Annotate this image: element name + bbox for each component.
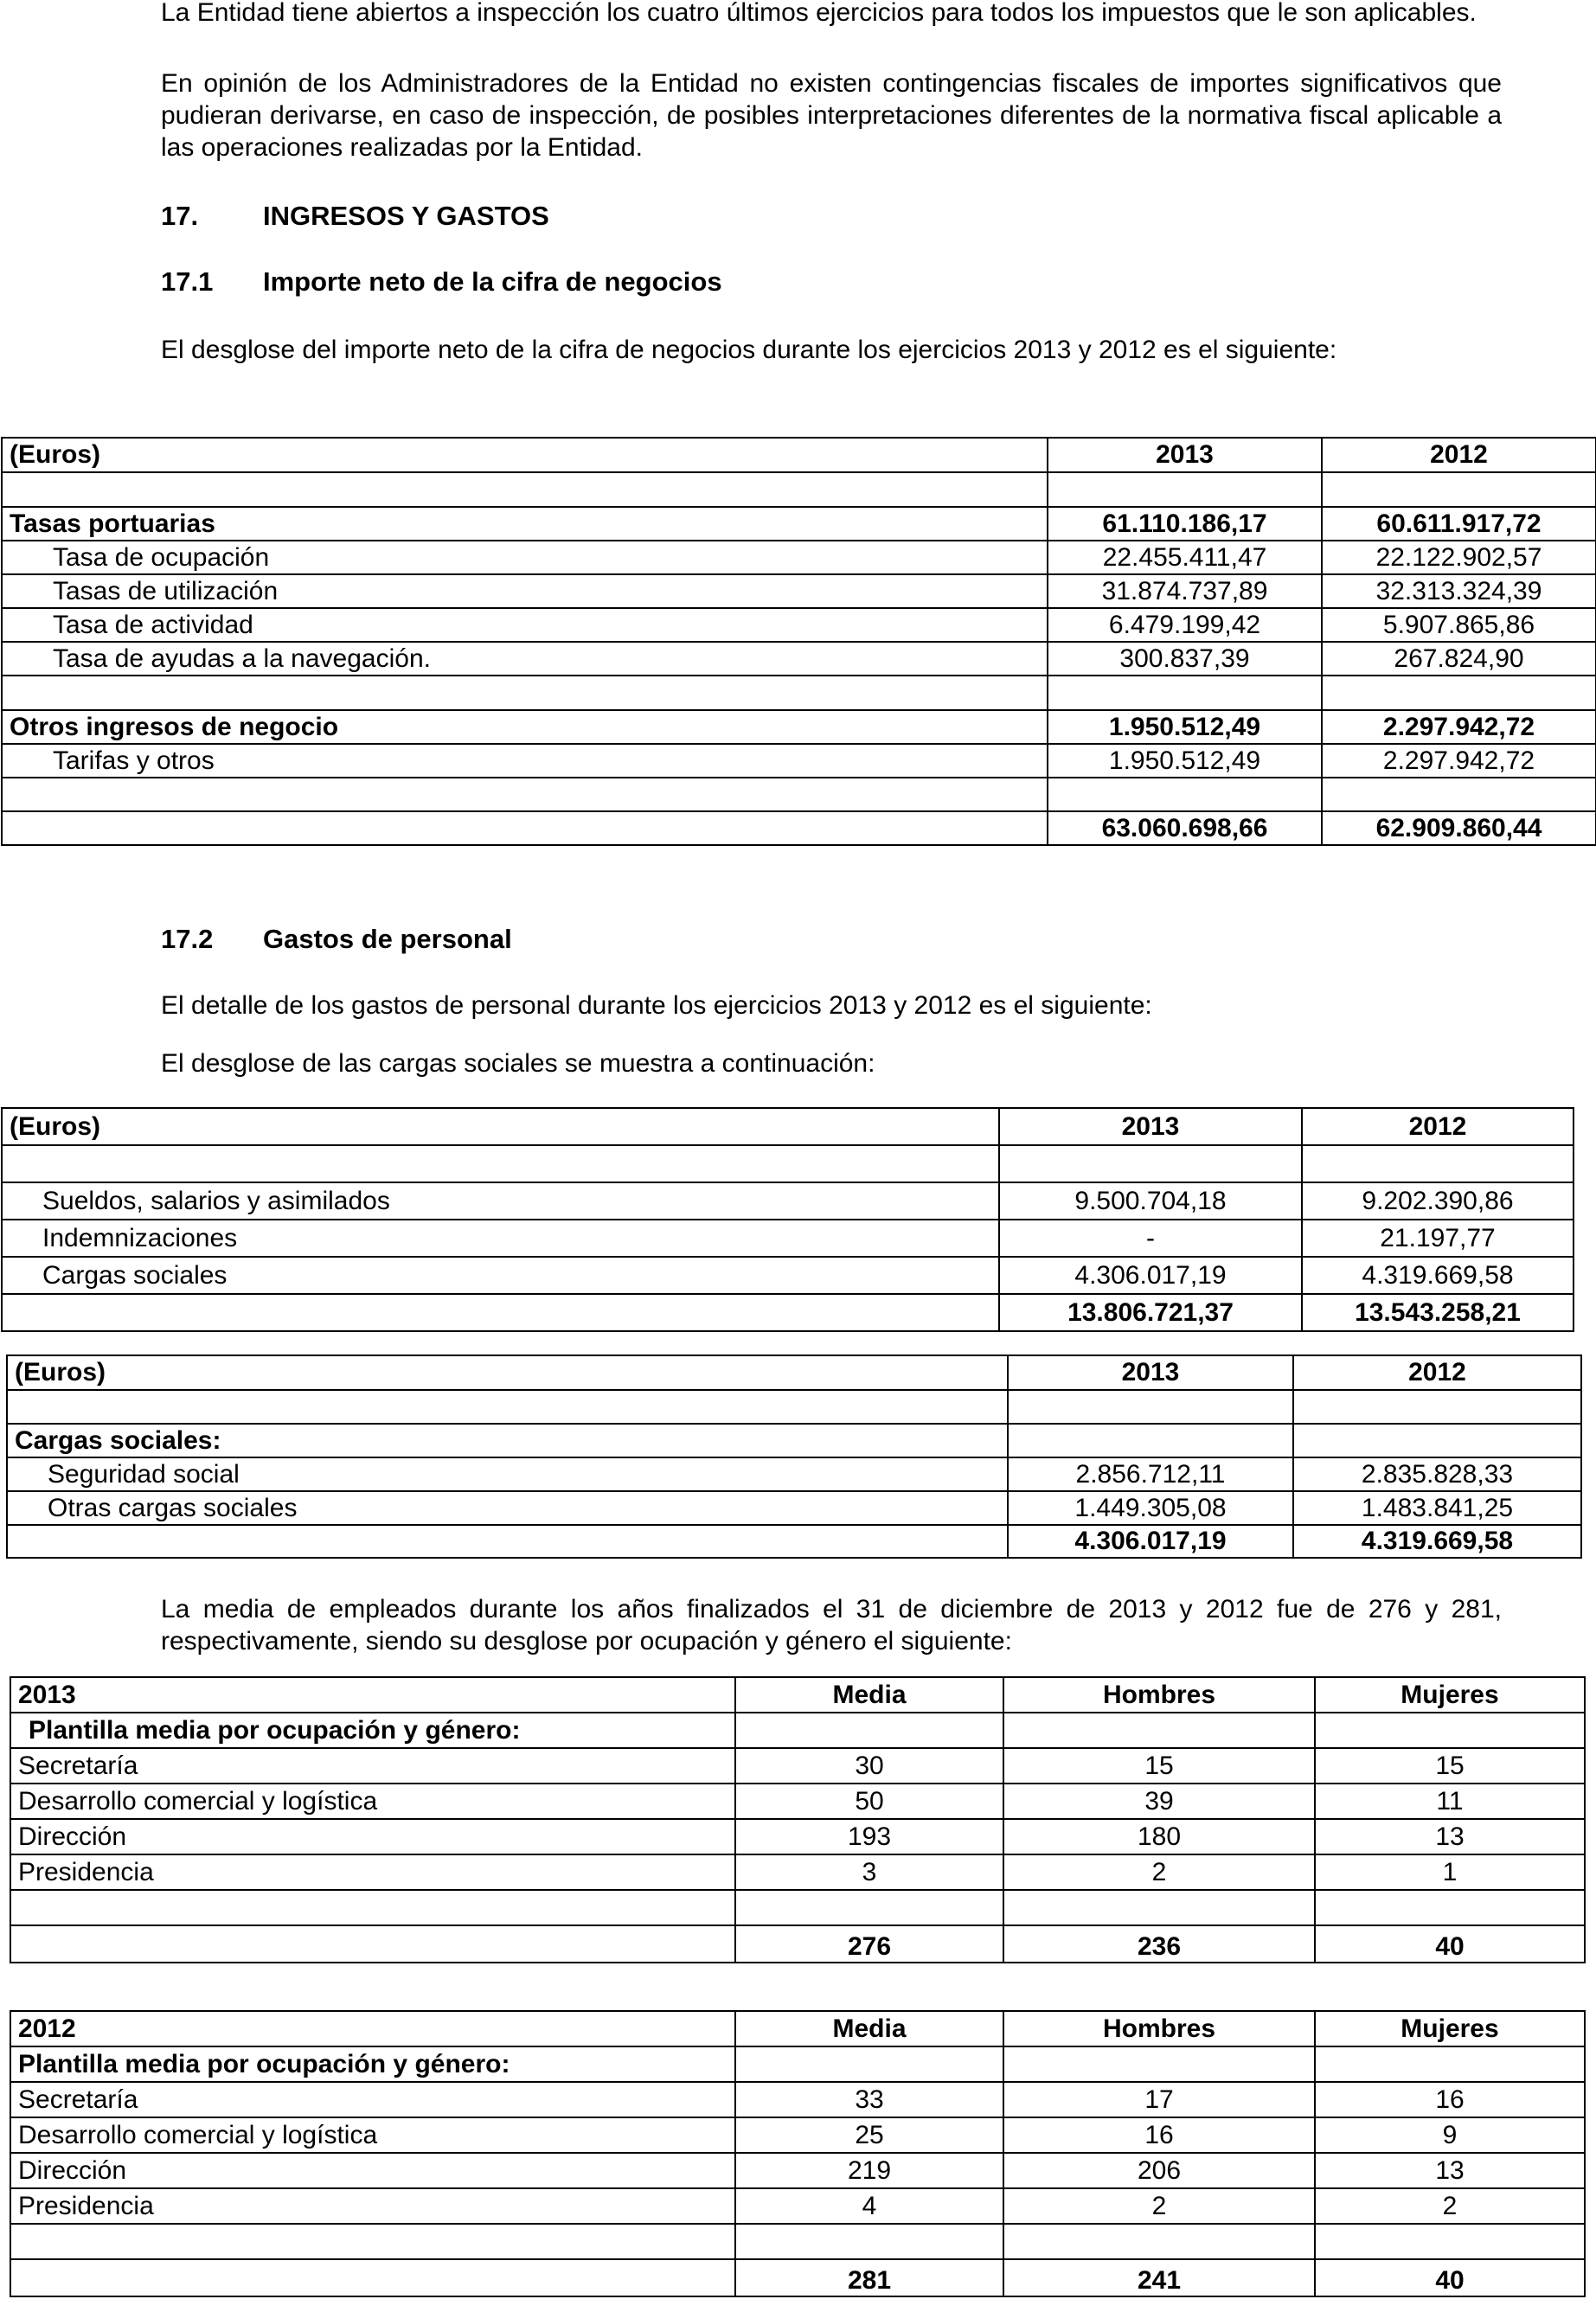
table-total-row	[10, 2259, 1585, 2296]
table-row	[10, 1854, 1585, 1890]
header-cell: 2012	[1293, 1355, 1581, 1390]
section-17-2-heading	[161, 924, 512, 955]
table-row	[7, 1491, 1581, 1525]
table-cell: 267.824,90	[1322, 642, 1596, 676]
table-cell: 276	[735, 1925, 1003, 1963]
table-row	[2, 1257, 1574, 1294]
intro-paragraph-1: La Entidad tiene abiertos a inspección los cuatro últimos ejercicios para todos los impuestos que le son aplicables.	[161, 0, 1477, 27]
table-cell: 63.060.698,66	[1048, 811, 1322, 845]
table-cell: 13.543.258,21	[1302, 1294, 1574, 1331]
table-row	[10, 2224, 1585, 2259]
table-row	[10, 1784, 1585, 1819]
header-cell: (Euros)	[7, 1355, 1008, 1390]
table-cell: 4.319.669,58	[1293, 1525, 1581, 1558]
table-cell	[1008, 1424, 1293, 1457]
table-cell: 15	[1003, 1748, 1315, 1784]
table-subheader-row	[10, 1713, 1585, 1748]
table-cell	[735, 2224, 1003, 2259]
table-cell	[1048, 676, 1322, 710]
table-cell	[1322, 676, 1596, 710]
table-row	[7, 1424, 1581, 1457]
table-cell: 4.306.017,19	[999, 1257, 1302, 1294]
table-cell: Secretaría	[10, 2082, 735, 2117]
section-number: 17.	[161, 201, 199, 231]
table-row	[2, 1182, 1574, 1220]
table-row	[10, 2082, 1585, 2117]
intro-paragraph-2: En opinión de los Administradores de la Entidad no existen contingencias fiscales de importes significativos que pudieran derivarse, en caso de inspección, de posibles interpretaciones diferentes de la normativa fiscal aplicable a las operaciones realizadas por la Entidad.	[161, 69, 1502, 162]
table-cell	[2, 1294, 999, 1331]
table-row	[2, 472, 1596, 507]
table-cell	[1003, 2224, 1315, 2259]
table-cell: 1.449.305,08	[1008, 1491, 1293, 1525]
table-cell: 60.611.917,72	[1322, 507, 1596, 541]
table-cell	[1048, 778, 1322, 811]
table-cell: 2.297.942,72	[1322, 744, 1596, 778]
table-cell	[2, 472, 1048, 507]
table-cell	[2, 778, 1048, 811]
table-cell	[999, 1145, 1302, 1182]
table-row	[10, 1748, 1585, 1784]
table-cell	[1293, 1390, 1581, 1424]
table-cell	[10, 2224, 735, 2259]
table-cell: 16	[1003, 2117, 1315, 2153]
table-row	[2, 608, 1596, 642]
header-cell: 2012	[1302, 1108, 1574, 1145]
table-cell	[10, 2259, 735, 2296]
table-cell	[1322, 472, 1596, 507]
table-cell: 50	[735, 1784, 1003, 1819]
table-cell: 4.306.017,19	[1008, 1525, 1293, 1558]
header-cell: 2013	[999, 1108, 1302, 1145]
table-cell: 300.837,39	[1048, 642, 1322, 676]
table-cell: 17	[1003, 2082, 1315, 2117]
table-cell: Tasa de ayudas a la navegación.	[2, 642, 1048, 676]
social-charges-table	[6, 1355, 1582, 1559]
table-cell	[735, 1890, 1003, 1925]
table-row	[2, 642, 1596, 676]
headcount-2013-table	[10, 1676, 1586, 1963]
table-cell: 21.197,77	[1302, 1220, 1574, 1257]
table-cell: Desarrollo comercial y logística	[10, 2117, 735, 2153]
table-row	[10, 2188, 1585, 2224]
table-cell: Otras cargas sociales	[7, 1491, 1008, 1525]
header-cell: Mujeres	[1315, 2011, 1585, 2046]
table-row	[2, 1220, 1574, 1257]
table-cell	[1003, 2046, 1315, 2082]
table-cell: 40	[1315, 2259, 1585, 2296]
header-cell: 2013	[1008, 1355, 1293, 1390]
table-cell: 13	[1315, 2153, 1585, 2188]
table-row	[2, 541, 1596, 574]
table-row	[10, 1890, 1585, 1925]
headcount-2012-table	[10, 2010, 1586, 2297]
table-cell: 32.313.324,39	[1322, 574, 1596, 608]
section-number: 17.2	[161, 924, 214, 954]
table-cell	[2, 1145, 999, 1182]
table-total-row	[2, 811, 1596, 845]
table-cell: Tasa de actividad	[2, 608, 1048, 642]
header-cell: Media	[735, 1677, 1003, 1713]
table-row	[10, 2153, 1585, 2188]
table-cell: 9.202.390,86	[1302, 1182, 1574, 1220]
table-cell: 281	[735, 2259, 1003, 2296]
table-cell: 4	[735, 2188, 1003, 2224]
table-cell: 2.856.712,11	[1008, 1457, 1293, 1491]
table-cell: 33	[735, 2082, 1003, 2117]
table-cell: Presidencia	[10, 1854, 735, 1890]
table-cell: 11	[1315, 1784, 1585, 1819]
table-header-row	[10, 2011, 1585, 2046]
table-row	[2, 744, 1596, 778]
table-row	[7, 1457, 1581, 1491]
table-cell: 2.835.828,33	[1293, 1457, 1581, 1491]
table-cell: 15	[1315, 1748, 1585, 1784]
table-cell	[1003, 1890, 1315, 1925]
table-cell	[1322, 778, 1596, 811]
table-cell	[735, 1713, 1003, 1748]
table-cell: 62.909.860,44	[1322, 811, 1596, 845]
table-cell	[1008, 1390, 1293, 1424]
header-cell: 2012	[10, 2011, 735, 2046]
section-17-1-heading	[161, 266, 722, 298]
table-header-row	[2, 1108, 1574, 1145]
table-cell: Dirección	[10, 2153, 735, 2188]
table-cell: Tarifas y otros	[2, 744, 1048, 778]
table-cell	[2, 811, 1048, 845]
table-total-row	[7, 1525, 1581, 1558]
table-cell	[1048, 472, 1322, 507]
table-cell: 13	[1315, 1819, 1585, 1854]
table-header-row	[2, 438, 1596, 472]
table-cell: Tasas portuarias	[2, 507, 1048, 541]
section-number: 17.1	[161, 266, 214, 297]
table-cell	[1315, 1890, 1585, 1925]
table-cell	[1315, 1713, 1585, 1748]
table-cell: Tasas de utilización	[2, 574, 1048, 608]
header-cell: (Euros)	[2, 438, 1048, 472]
table-cell	[10, 1890, 735, 1925]
table-cell	[735, 2046, 1003, 2082]
header-cell: Hombres	[1003, 2011, 1315, 2046]
section-title: Gastos de personal	[263, 924, 512, 954]
table-cell: 2	[1315, 2188, 1585, 2224]
section-title: INGRESOS Y GASTOS	[263, 201, 549, 231]
table-cell	[7, 1525, 1008, 1558]
table-cell: 193	[735, 1819, 1003, 1854]
table-cell: 39	[1003, 1784, 1315, 1819]
table-cell: Secretaría	[10, 1748, 735, 1784]
section-17-1-text: El desglose del importe neto de la cifra de negocios durante los ejercicios 2013 y 2012 es el siguiente:	[161, 336, 1337, 364]
table-cell: 236	[1003, 1925, 1315, 1963]
table-total-row	[2, 1294, 1574, 1331]
table-cell	[1293, 1424, 1581, 1457]
table-cell: 2.297.942,72	[1322, 710, 1596, 744]
table-header-row	[7, 1355, 1581, 1390]
header-cell: Media	[735, 2011, 1003, 2046]
table-cell: 2	[1003, 1854, 1315, 1890]
table-cell: 22.122.902,57	[1322, 541, 1596, 574]
table-cell: 61.110.186,17	[1048, 507, 1322, 541]
table-cell: Indemnizaciones	[2, 1220, 999, 1257]
table-cell: 22.455.411,47	[1048, 541, 1322, 574]
table-row	[10, 2117, 1585, 2153]
table-cell	[7, 1390, 1008, 1424]
table-cell	[1315, 2046, 1585, 2082]
table-row	[2, 1145, 1574, 1182]
employees-paragraph: La media de empleados durante los años finalizados el 31 de diciembre de 2013 y 2012 fue de 276 y 281, respectivamente, siendo su desglose por ocupación y género el siguiente:	[161, 1595, 1502, 1656]
table-cell: Tasa de ocupación	[2, 541, 1048, 574]
header-cell: 2013	[1048, 438, 1322, 472]
table-cell: 1.950.512,49	[1048, 744, 1322, 778]
table-cell: 1	[1315, 1854, 1585, 1890]
revenue-table	[1, 437, 1596, 846]
table-cell: Sueldos, salarios y asimilados	[2, 1182, 999, 1220]
table-cell: 6.479.199,42	[1048, 608, 1322, 642]
header-cell: Hombres	[1003, 1677, 1315, 1713]
personnel-expenses-table	[1, 1107, 1574, 1332]
table-subheader-row	[10, 2046, 1585, 2082]
table-cell: 180	[1003, 1819, 1315, 1854]
header-cell: 2012	[1322, 438, 1596, 472]
table-cell: Cargas sociales	[2, 1257, 999, 1294]
section-17-2-text-2: El desglose de las cargas sociales se muestra a continuación:	[161, 1049, 875, 1078]
table-cell: 3	[735, 1854, 1003, 1890]
table-cell: 5.907.865,86	[1322, 608, 1596, 642]
table-cell: 1.950.512,49	[1048, 710, 1322, 744]
table-cell	[10, 1925, 735, 1963]
table-header-row	[10, 1677, 1585, 1713]
table-cell: Otros ingresos de negocio	[2, 710, 1048, 744]
table-cell: Plantilla media por ocupación y género:	[10, 2046, 735, 2082]
table-row	[2, 710, 1596, 744]
table-cell: 4.319.669,58	[1302, 1257, 1574, 1294]
table-cell	[1315, 2224, 1585, 2259]
table-cell: Presidencia	[10, 2188, 735, 2224]
table-row	[2, 574, 1596, 608]
header-cell: (Euros)	[2, 1108, 999, 1145]
table-cell: Seguridad social	[7, 1457, 1008, 1491]
table-cell: 2	[1003, 2188, 1315, 2224]
table-cell: Plantilla media por ocupación y género:	[10, 1713, 735, 1748]
table-cell: Dirección	[10, 1819, 735, 1854]
table-cell	[1003, 1713, 1315, 1748]
section-title: Importe neto de la cifra de negocios	[263, 266, 722, 297]
table-cell: 9.500.704,18	[999, 1182, 1302, 1220]
table-total-row	[10, 1925, 1585, 1963]
table-cell: 13.806.721,37	[999, 1294, 1302, 1331]
table-row	[2, 676, 1596, 710]
section-17-2-text-1: El detalle de los gastos de personal durante los ejercicios 2013 y 2012 es el siguiente:	[161, 991, 1152, 1020]
table-cell: Cargas sociales:	[7, 1424, 1008, 1457]
table-cell	[1302, 1145, 1574, 1182]
table-cell: 25	[735, 2117, 1003, 2153]
table-cell: 1.483.841,25	[1293, 1491, 1581, 1525]
table-cell: 9	[1315, 2117, 1585, 2153]
section-17-heading	[161, 201, 549, 232]
header-cell: Mujeres	[1315, 1677, 1585, 1713]
table-cell	[2, 676, 1048, 710]
table-cell: 219	[735, 2153, 1003, 2188]
header-cell: 2013	[10, 1677, 735, 1713]
table-cell: Desarrollo comercial y logística	[10, 1784, 735, 1819]
table-row	[7, 1390, 1581, 1424]
table-cell: 16	[1315, 2082, 1585, 2117]
table-cell: 30	[735, 1748, 1003, 1784]
table-cell: 40	[1315, 1925, 1585, 1963]
table-cell: 206	[1003, 2153, 1315, 2188]
table-cell: -	[999, 1220, 1302, 1257]
table-cell: 31.874.737,89	[1048, 574, 1322, 608]
table-cell: 241	[1003, 2259, 1315, 2296]
table-row	[2, 507, 1596, 541]
table-row	[2, 778, 1596, 811]
table-row	[10, 1819, 1585, 1854]
